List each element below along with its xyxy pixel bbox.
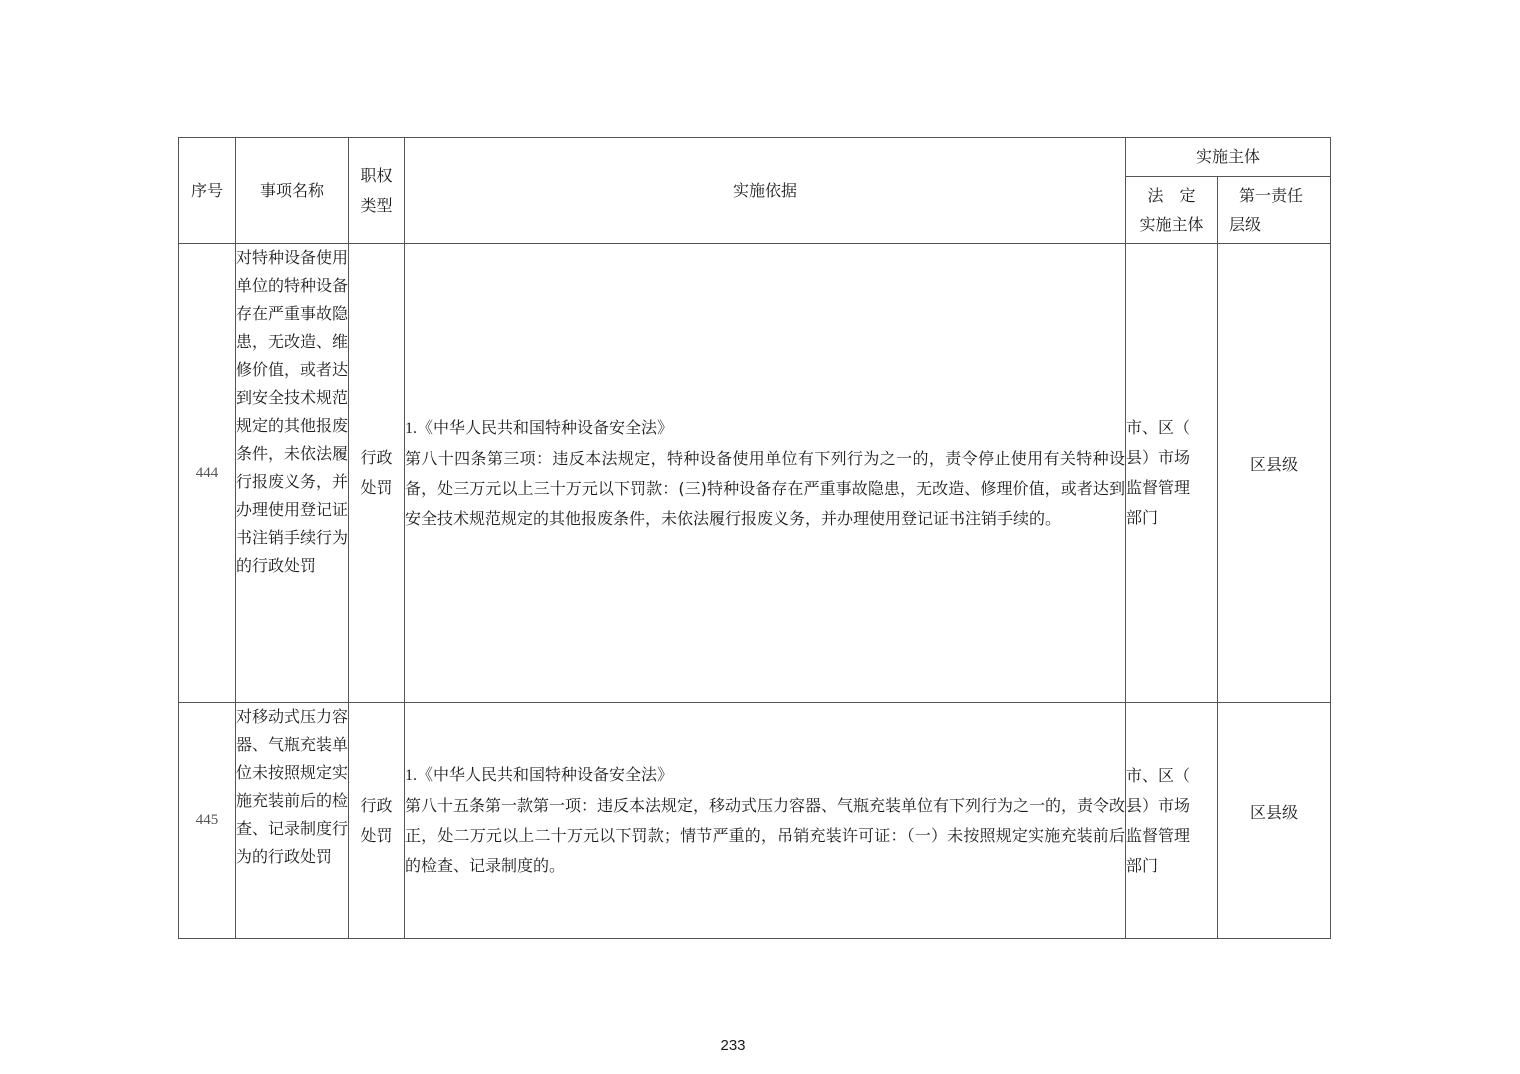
row-basis	[405, 244, 1126, 703]
row-seq: 444	[179, 244, 236, 703]
row-basis-title	[405, 760, 1125, 791]
row-basis-num: 1.	[405, 419, 417, 437]
header-row-1	[179, 138, 1331, 177]
row-entity-line4: 部门	[1126, 508, 1159, 527]
header-legal-entity-line2: 实施主体	[1139, 215, 1204, 234]
row-entity-line3: 监督管理	[1126, 825, 1191, 845]
header-entity-group: 实施主体	[1126, 138, 1331, 177]
row-power-type-line1: 行政	[360, 795, 393, 815]
row-entity-line3: 监督管理	[1126, 478, 1191, 497]
row-power-type-line2: 处罚	[360, 478, 393, 497]
row-level: 区县级	[1218, 244, 1331, 703]
row-level: 区县级	[1218, 703, 1331, 939]
header-responsibility	[1218, 177, 1331, 244]
row-item-name: 对移动式压力容器、气瓶充装单位未按照规定实施充装前后的检查、记录制度行为的行政处罚	[236, 703, 349, 939]
authority-table	[178, 137, 1331, 939]
header-responsibility-line2: 层级	[1229, 215, 1262, 234]
header-basis: 实施依据	[405, 138, 1126, 244]
header-legal-entity-line1: 法 定	[1147, 186, 1196, 205]
row-basis-text: 第八十四条第三项：违反本法规定，特种设备使用单位有下列行为之一的，责令停止使用有关特种设备，处三万元以上三十万元以下罚款：(三)特种设备存在严重事故隐患，无改造、修理价值，或者达到安全技术规范规定的其他报废条件，未依法履行报废义务，并办理使用登记证书注销手续的。	[405, 448, 1125, 528]
row-entity-line4: 部门	[1126, 855, 1159, 875]
row-basis-law: 《中华人民共和国特种设备安全法》	[417, 417, 674, 437]
table-row	[179, 244, 1331, 703]
row-power-type-line2: 处罚	[360, 825, 393, 845]
row-basis-title	[405, 413, 1125, 444]
page-number: 233	[720, 1037, 746, 1054]
row-power-type-line1: 行政	[360, 448, 393, 467]
header-item-name: 事项名称	[236, 138, 349, 244]
row-basis-law: 《中华人民共和国特种设备安全法》	[417, 765, 674, 784]
header-responsibility-line1: 第一责任	[1239, 186, 1304, 205]
row-entity-line1: 市、区（	[1126, 418, 1191, 437]
row-entity-line2: 县）市场	[1126, 795, 1191, 815]
row-legal-entity	[1126, 244, 1218, 703]
header-power-type	[349, 138, 405, 244]
header-power-type-line1: 职权	[360, 165, 393, 185]
row-seq: 445	[179, 703, 236, 939]
row-power-type	[349, 703, 405, 939]
header-power-type-line2: 类型	[360, 195, 393, 215]
header-seq: 序号	[179, 138, 236, 244]
row-item-name: 对特种设备使用单位的特种设备存在严重事故隐患，无改造、维修价值，或者达到安全技术规范规定的其他报废条件，未依法履行报废义务，并办理使用登记证书注销手续行为的行政处罚	[236, 244, 349, 703]
row-legal-entity	[1126, 703, 1218, 939]
header-legal-entity	[1126, 177, 1218, 244]
row-entity-line1: 市、区（	[1126, 765, 1191, 785]
row-basis-num: 1.	[405, 767, 417, 784]
row-power-type	[349, 244, 405, 703]
row-basis	[405, 703, 1126, 939]
table-row	[179, 703, 1331, 939]
row-basis-text: 第八十五条第一款第一项：违反本法规定，移动式压力容器、气瓶充装单位有下列行为之一的，责令改正，处二万元以上二十万元以下罚款；情节严重的，吊销充装许可证：（一）未按照规定实施充装前后的检查、记录制度的。	[405, 796, 1126, 875]
row-entity-line2: 县）市场	[1126, 448, 1191, 467]
